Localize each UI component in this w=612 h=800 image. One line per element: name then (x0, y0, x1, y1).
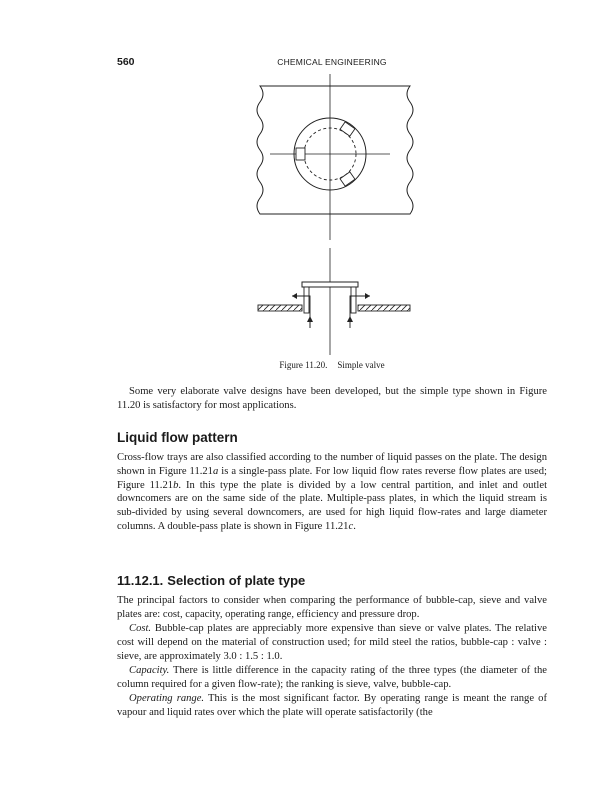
figure-ref-b: b (173, 479, 179, 491)
valve-leg-section-right (351, 287, 356, 313)
valve-leg-section-left (304, 287, 309, 313)
plan-view (257, 74, 413, 240)
figure-ref-a: a (212, 465, 219, 477)
intro-paragraph: Some very elaborate valve designs have been developed, but the simple type shown in Figure 11.20 is satisfactory for most applications. (117, 386, 547, 411)
figure-title: Simple valve (337, 360, 385, 370)
section-number: 11.12.1. (117, 573, 164, 588)
heading-selection (117, 573, 305, 588)
operating-range-label: Operating range. (129, 693, 205, 704)
simple-valve-diagram (240, 70, 430, 360)
running-head: CHEMICAL ENGINEERING (277, 57, 387, 67)
valve-leg-bottom-right (340, 172, 355, 186)
cost-paragraph: Cost. Bubble-cap plates are appreciably more expensive than sieve or valve plates. The relative cost will depend on the material of construction used; for mild steel the ratios, bubble-cap : valve : sieve, are approximately 3.0 : 1.5 : 1.0. (117, 623, 547, 662)
valve-cap (302, 282, 358, 287)
heading-liquid-flow: Liquid flow pattern (117, 430, 238, 445)
valve-leg-left (296, 148, 305, 160)
valve-leg-top-right (340, 122, 355, 136)
figure-ref-c: c (348, 520, 354, 532)
section-title: Selection of plate type (167, 573, 306, 588)
tray-plate-left (258, 305, 302, 311)
operating-range-paragraph: Operating range. This is the most significant factor. By operating range is meant the range of vapour and liquid rates over which the plate will operate satisfactorily (the (117, 693, 547, 718)
capacity-paragraph: Capacity. There is little difference in the capacity rating of the three types (the diameter of the column required for a given flow-rate); the ranking is sieve, valve, bubble-cap. (117, 665, 547, 690)
section-view (258, 248, 410, 355)
valve-figure (240, 70, 430, 360)
page-number: 560 (117, 56, 135, 68)
tray-plate-right (358, 305, 410, 311)
liquid-flow-paragraph: Cross-flow trays are also classified according to the number of liquid passes on the plate. The design shown in Figure 11.21a is a single-pass plate. For low liquid flow rates reverse flow plates are used; Figure 11.21b. In this type the plate is divided by a low central partition, and inlet and outlet downcomers are on the same side of the plate. Multiple-pass plates, in which the liquid stream is sub-divided by using several downcomers, are used for high liquid flow-rates and large diameter columns. A double-pass plate is shown in Figure 11.21c. (117, 452, 548, 532)
capacity-label: Capacity. (129, 665, 170, 676)
cost-label: Cost. (129, 623, 152, 634)
plate-outline (257, 86, 413, 214)
figure-caption (117, 360, 547, 370)
page-header (117, 56, 547, 70)
figure-label: Figure 11.20. (279, 360, 328, 370)
selection-intro: The principal factors to consider when comparing the performance of bubble-cap, sieve and valve plates are: cost, capacity, operating range, efficiency and pressure drop. (117, 595, 547, 620)
